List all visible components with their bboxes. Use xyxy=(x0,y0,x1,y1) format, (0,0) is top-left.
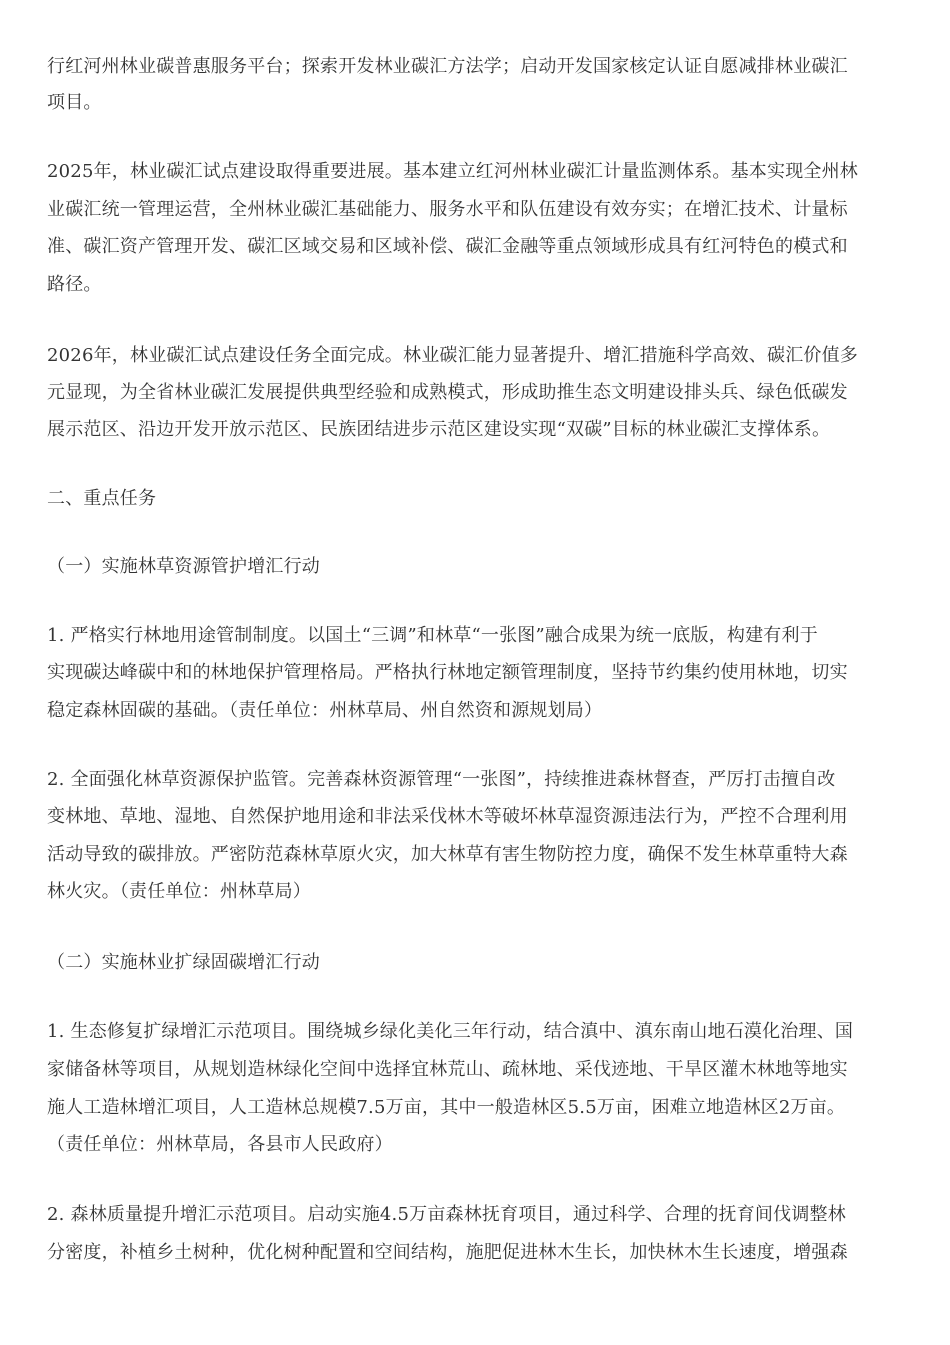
subsection-heading-1: （一）实施林草资源管护增汇行动 xyxy=(47,556,320,577)
paragraph-3-line-1: 2026年，林业碳汇试点建设任务全面完成。林业碳汇能力显著提升、增汇措施科学高效、碳汇价值多 xyxy=(47,345,859,366)
paragraph-2-line-2: 业碳汇统一管理运营，全州林业碳汇基础能力、服务水平和队伍建设有效夯实；在增汇技术、计量标 xyxy=(47,199,848,220)
paragraph-3-line-3: 展示范区、沿边开发开放示范区、民族团结进步示范区建设实现“双碳”目标的林业碳汇支撑体系。 xyxy=(47,419,831,440)
paragraph-1-line-1: 行红河州林业碳普惠服务平台；探索开发林业碳汇方法学；启动开发国家核定认证自愿减排林业碳汇 xyxy=(47,56,848,77)
item-2-line-1: 2. 全面强化林草资源保护监管。完善森林资源管理“一张图”，持续推进森林督查，严厉打击擅自改 xyxy=(47,769,836,790)
item-2-line-3: 活动导致的碳排放。严密防范森林草原火灾，加大林草有害生物防控力度，确保不发生林草重特大森 xyxy=(47,844,848,865)
paragraph-2-line-3: 准、碳汇资产管理开发、碳汇区域交易和区域补偿、碳汇金融等重点领域形成具有红河特色的模式和 xyxy=(47,236,848,257)
subsection-heading-2: （二）实施林业扩绿固碳增汇行动 xyxy=(47,952,320,973)
paragraph-1-line-2: 项目。 xyxy=(47,92,102,113)
item-3-line-1: 1. 生态修复扩绿增汇示范项目。围绕城乡绿化美化三年行动，结合滇中、滇东南山地石漠化治理、国 xyxy=(47,1021,854,1042)
item-2-line-2: 变林地、草地、湿地、自然保护地用途和非法采伐林木等破坏林草湿资源违法行为，严控不合理利用 xyxy=(47,806,848,827)
item-4-line-1: 2. 森林质量提升增汇示范项目。启动实施4.5万亩森林抚育项目，通过科学、合理的抚育间伐调整林 xyxy=(47,1204,846,1225)
item-1-line-1: 1. 严格实行林地用途管制制度。以国土“三调”和林草“一张图”融合成果为统一底版，构建有利于 xyxy=(47,625,818,646)
section-heading: 二、重点任务 xyxy=(47,488,157,509)
paragraph-2-line-4: 路径。 xyxy=(47,274,102,295)
paragraph-3-line-2: 元显现，为全省林业碳汇发展提供典型经验和成熟模式，形成助推生态文明建设排头兵、绿色低碳发 xyxy=(47,382,848,403)
item-2-line-4: 林火灾。（责任单位：州林草局） xyxy=(47,881,311,902)
item-1-line-3: 稳定森林固碳的基础。（责任单位：州林草局、州自然资和源规划局） xyxy=(47,700,603,721)
item-3-line-3: 施人工造林增汇项目，人工造林总规模7.5万亩，其中一般造林区5.5万亩，困难立地造林区2万亩。 xyxy=(47,1097,846,1118)
item-1-line-2: 实现碳达峰碳中和的林地保护管理格局。严格执行林地定额管理制度，坚持节约集约使用林地，切实 xyxy=(47,662,848,683)
item-3-line-4: （责任单位：州林草局，各县市人民政府） xyxy=(47,1134,393,1155)
item-3-line-2: 家储备林等项目，从规划造林绿化空间中选择宜林荒山、疏林地、采伐迹地、干旱区灌木林地等地实 xyxy=(47,1059,848,1080)
paragraph-2-line-1: 2025年，林业碳汇试点建设取得重要进展。基本建立红河州林业碳汇计量监测体系。基本实现全州林 xyxy=(47,161,859,182)
item-4-line-2: 分密度，补植乡土树种，优化树种配置和空间结构，施肥促进林木生长，加快林木生长速度，增强森 xyxy=(47,1242,848,1263)
